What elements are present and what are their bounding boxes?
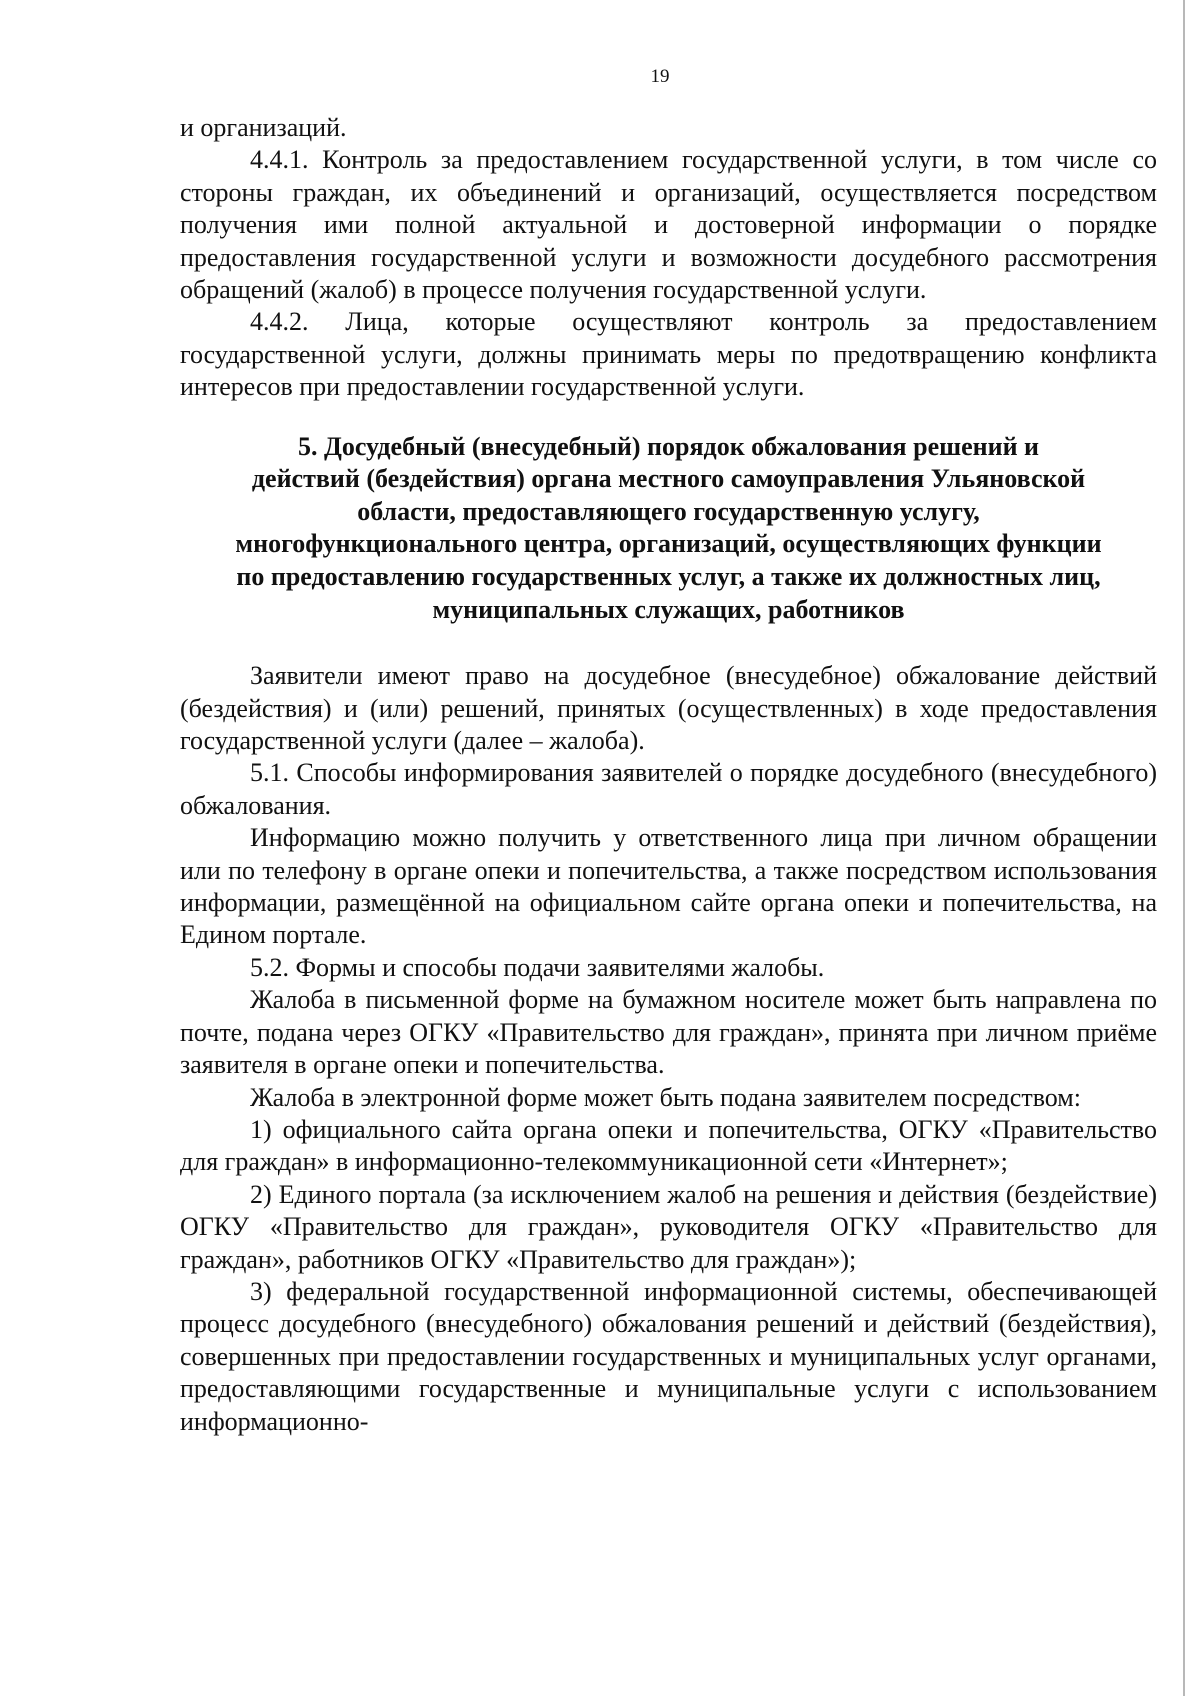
- paragraph: Заявители имеют право на досудебное (внесудебное) обжалование действий (бездействия) и (или) решений, принятых (осуществленных) в ходе предоставления государственной услуги (далее – жалоба).: [180, 661, 1157, 756]
- heading-line: действий (бездействия) органа местного самоуправления Ульяновской: [251, 464, 1086, 494]
- paragraph: 4.4.2. Лица, которые осуществляют контроль за предоставлением государственной услуги, должны принимать меры по предотвращению конфликта интересов при предоставлении государственной услуги.: [180, 307, 1157, 402]
- heading-line: муниципальных служащих, работников: [432, 594, 905, 624]
- section-heading: [180, 431, 1157, 627]
- paragraph: Жалоба в электронной форме может быть подана заявителем посредством:: [250, 1082, 1081, 1112]
- heading-line: 5. Досудебный (внесудебный) порядок обжалования решений и: [297, 431, 1040, 461]
- paragraph: 1) официального сайта органа опеки и попечительства, ОГКУ «Правительство для граждан» в информационно-телекоммуникационной сети «Интернет»;: [180, 1114, 1157, 1177]
- paragraph: 4.4.1. Контроль за предоставлением государственной услуги, в том числе со стороны граждан, их объединений и организаций, осуществляется посредством получения ими полной актуальной и достоверной информации о порядке предоставления государственной услуги и возможности досудебного рассмотрения обращений (жалоб) в процессе получения государственной услуги.: [180, 145, 1157, 305]
- paragraph: Информацию можно получить у ответственного лица при личном обращении или по телефону в органе опеки и попечительства, а также посредством использования информации, размещённой на официальном сайте органа опеки и попечительства, на Едином портале.: [180, 823, 1157, 950]
- paragraph: 2) Единого портала (за исключением жалоб на решения и действия (бездействие) ОГКУ «Правительство для граждан», руководителя ОГКУ «Правительство для граждан», работников ОГКУ «Правительство для граждан»);: [180, 1179, 1157, 1274]
- heading-line: многофункционального центра, организаций, осуществляющих функции: [235, 529, 1102, 559]
- paragraphs-before-heading: [180, 112, 1157, 404]
- paragraph: и организаций.: [180, 113, 347, 142]
- paragraph: 5.1. Способы информирования заявителей о порядке досудебного (внесудебного) обжалования.: [180, 758, 1157, 820]
- heading-line: по предоставлению государственных услуг, а также их должностных лиц,: [236, 562, 1101, 592]
- heading-line: области, предоставляющего государственную услугу,: [357, 496, 980, 526]
- paragraph: 3) федеральной государственной информационной системы, обеспечивающей процесс досудебного (внесудебного) обжалования решений и действий (бездействия), совершенных при предоставлении государственных и муниципальных услуг органами, предоставляющими государственные и муниципальные услуги с использованием информационно-: [180, 1276, 1157, 1436]
- document-body: [180, 112, 1157, 1438]
- scan-edge-line: [1183, 0, 1185, 1696]
- paragraphs-after-heading: [180, 660, 1157, 1438]
- page-number: 19: [650, 66, 670, 87]
- paragraph: Жалоба в письменной форме на бумажном носителе может быть направлена по почте, подана через ОГКУ «Правительство для граждан», принята при личном приёме заявителя в органе опеки и попечительства.: [180, 985, 1157, 1080]
- paragraph: 5.2. Формы и способы подачи заявителями жалобы.: [250, 952, 825, 982]
